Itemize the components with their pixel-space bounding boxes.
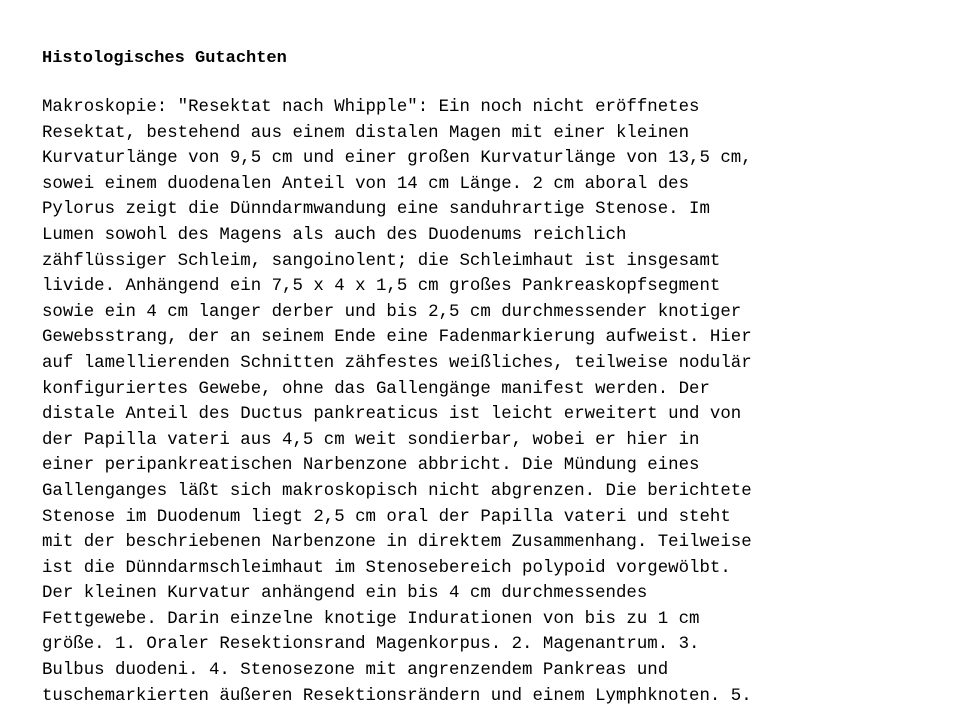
text-line: der Papilla vateri aus 4,5 cm weit sondierbar, wobei er hier in — [42, 430, 700, 450]
text-line: zähflüssiger Schleim, sangoinolent; die Schleimhaut ist insgesamt — [42, 251, 721, 271]
text-line: Resektat, bestehend aus einem distalen Magen mit einer kleinen — [42, 123, 690, 143]
document-body — [42, 95, 752, 709]
text-line: Gewebsstrang, der an seinem Ende eine Fadenmarkierung aufweist. Hier — [42, 328, 752, 348]
text-line: Lumen sowohl des Magens als auch des Duodenums reichlich — [42, 225, 627, 245]
text-line: Fettgewebe. Darin einzelne knotige Indurationen von bis zu 1 cm — [42, 609, 700, 629]
text-line: sowei einem duodenalen Anteil von 14 cm Länge. 2 cm aboral des — [42, 174, 690, 194]
text-line: mit der beschriebenen Narbenzone in direktem Zusammenhang. Teilweise — [42, 533, 752, 553]
text-line: ist die Dünndarmschleimhaut im Stenosebereich polypoid vorgewölbt. — [42, 558, 731, 578]
text-line: tuschemarkierten äußeren Resektionsrändern und einem Lymphknoten. 5. — [42, 686, 752, 706]
text-line: Der kleinen Kurvatur anhängend ein bis 4 cm durchmessendes — [42, 584, 648, 604]
text-line: Gallenganges läßt sich makroskopisch nicht abgrenzen. Die berichtete — [42, 481, 752, 501]
text-line: konfiguriertes Gewebe, ohne das Gallengänge manifest werden. Der — [42, 379, 710, 399]
text-line: livide. Anhängend ein 7,5 x 4 x 1,5 cm großes Pankreaskopfsegment — [42, 277, 721, 297]
text-line: größe. 1. Oraler Resektionsrand Magenkorpus. 2. Magenantrum. 3. — [42, 635, 700, 655]
text-line: Kurvaturlänge von 9,5 cm und einer großen Kurvaturlänge von 13,5 cm, — [42, 149, 752, 169]
text-line: Pylorus zeigt die Dünndarmwandung eine sanduhrartige Stenose. Im — [42, 200, 710, 220]
text-line: sowie ein 4 cm langer derber und bis 2,5 cm durchmessender knotiger — [42, 302, 742, 322]
text-line: einer peripankreatischen Narbenzone abbricht. Die Mündung eines — [42, 456, 700, 476]
text-line: Stenose im Duodenum liegt 2,5 cm oral der Papilla vateri und steht — [42, 507, 731, 527]
text-line: auf lamellierenden Schnitten zähfestes weißliches, teilweise nodulär — [42, 353, 752, 373]
text-line: distale Anteil des Ductus pankreaticus ist leicht erweitert und von — [42, 405, 742, 425]
text-line: Makroskopie: "Resektat nach Whipple": Ein noch nicht eröffnetes — [42, 98, 700, 117]
document-title: Histologisches Gutachten — [42, 49, 287, 68]
text-line: Bulbus duodeni. 4. Stenosezone mit angrenzendem Pankreas und — [42, 661, 669, 681]
